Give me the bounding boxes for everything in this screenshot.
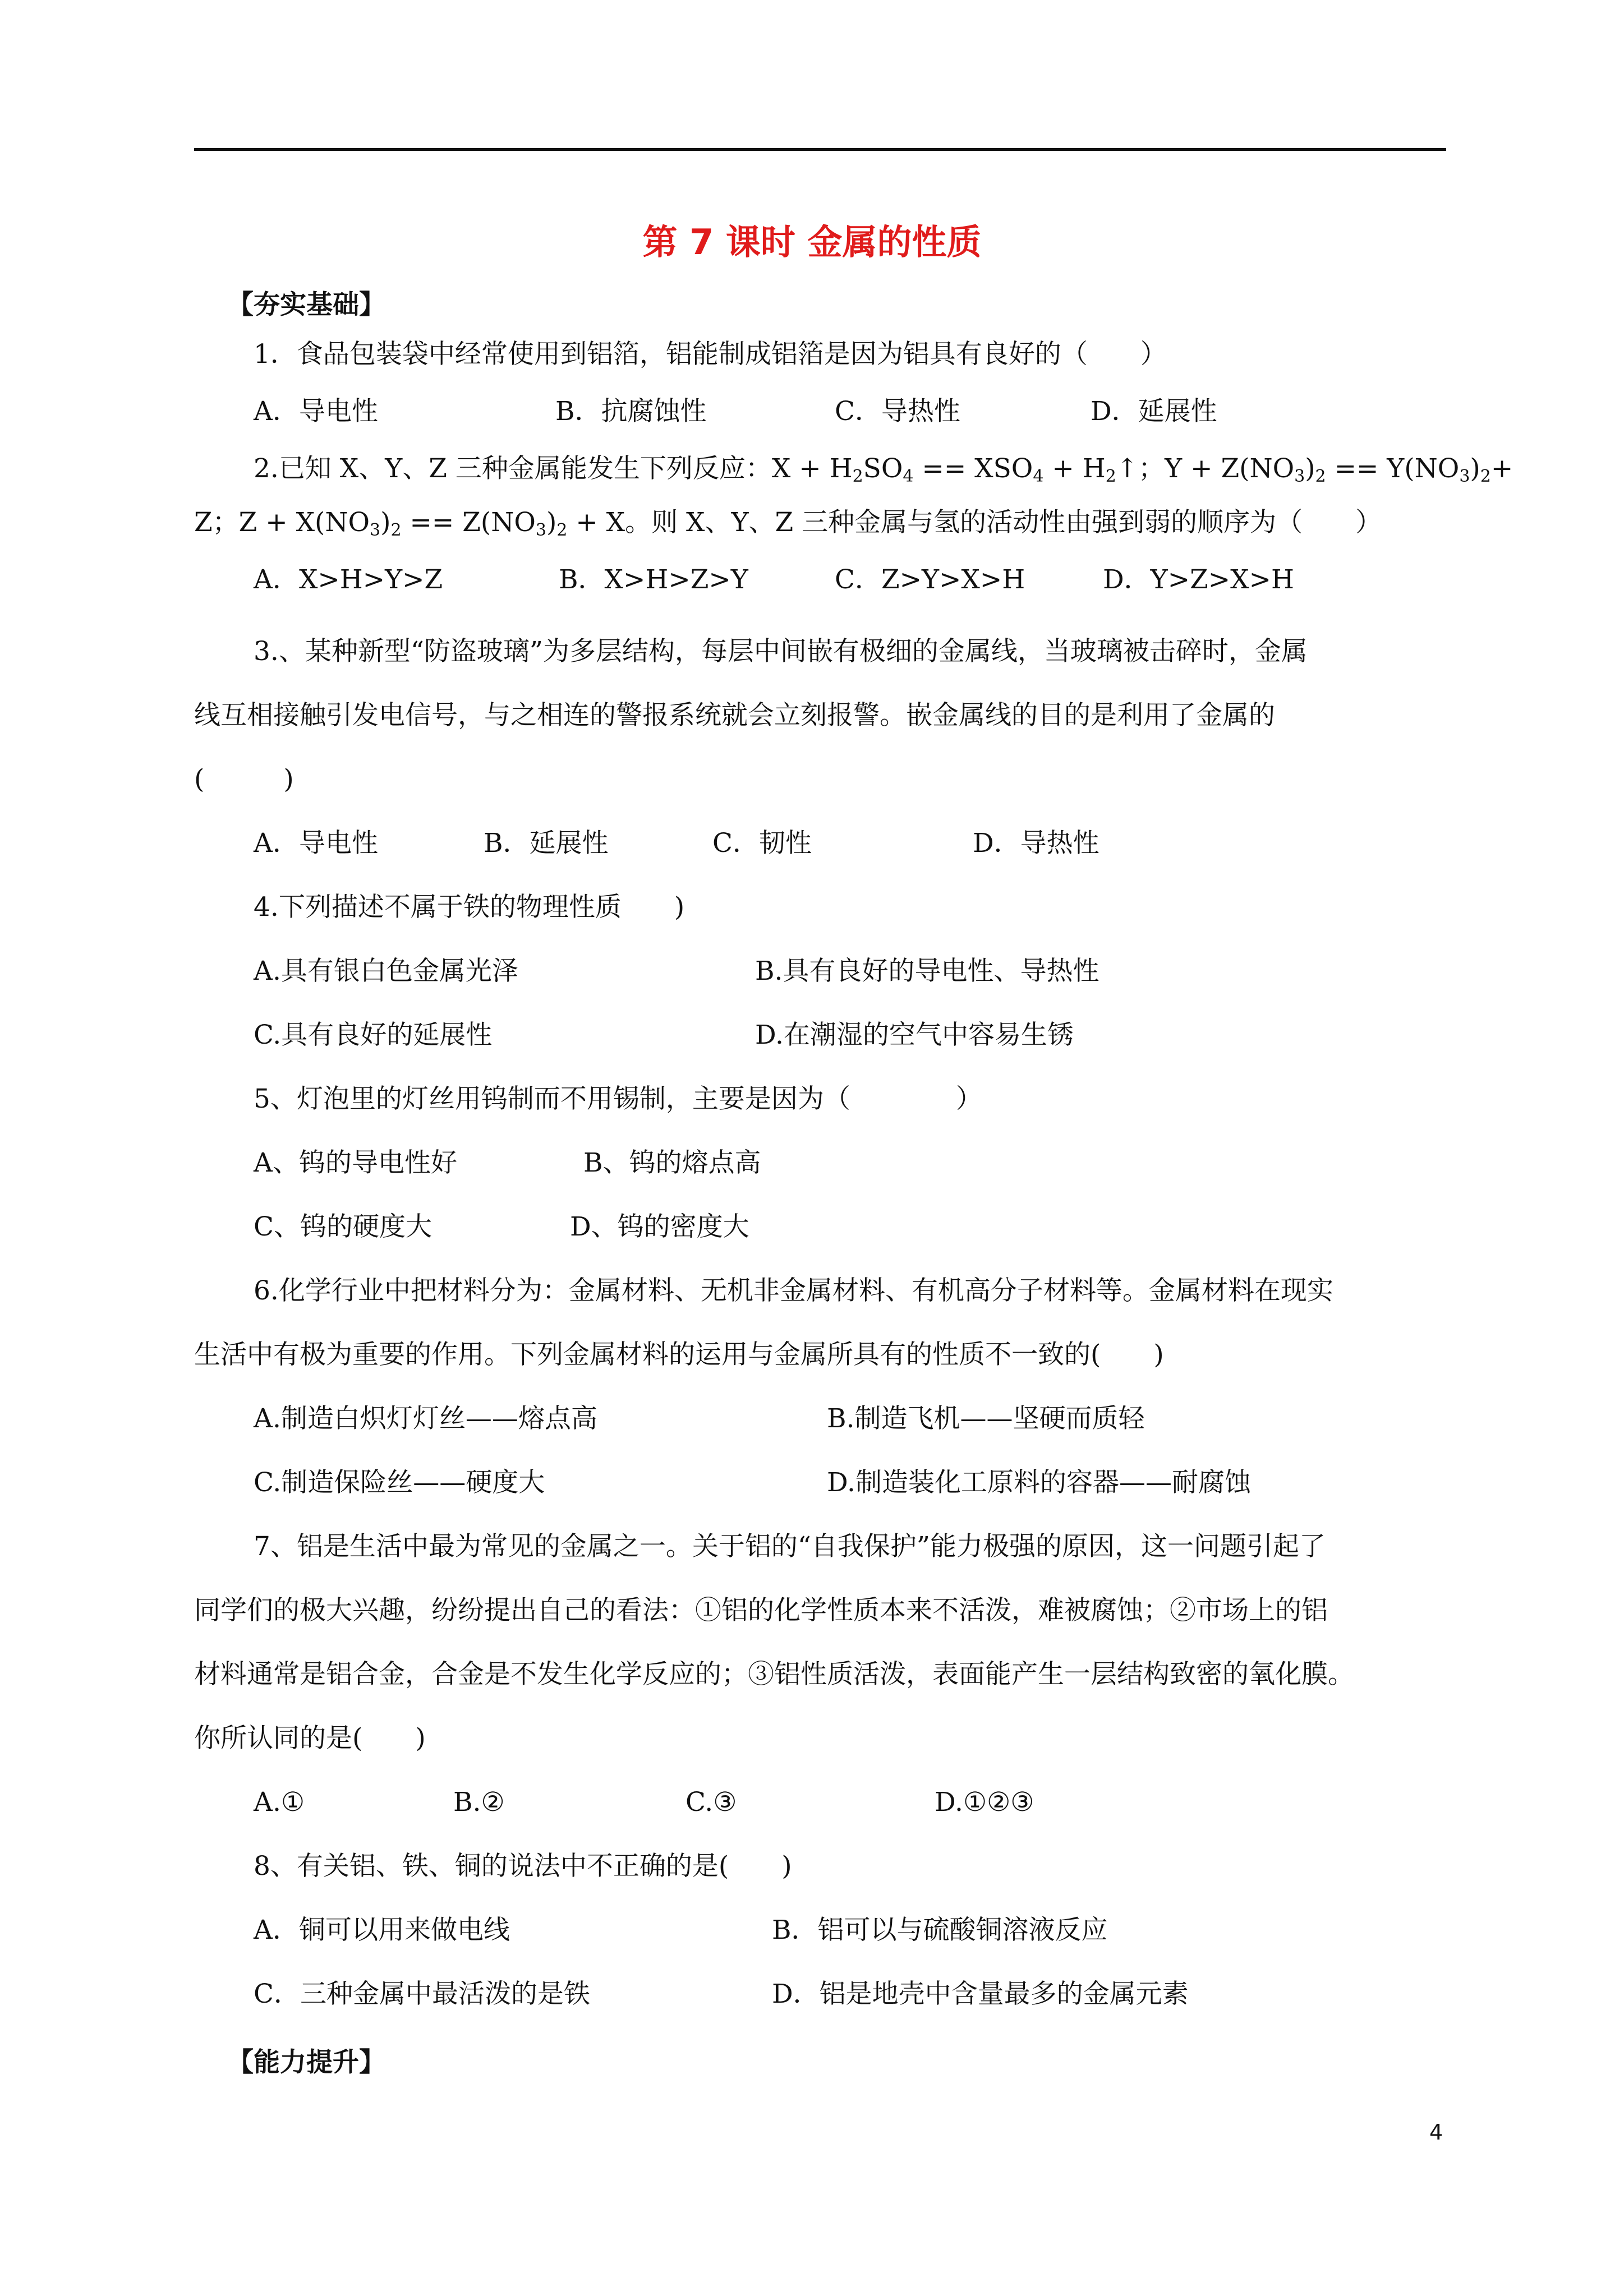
q3-option-b: B．延展性 — [484, 828, 609, 859]
q5-option-a: A、钨的导电性好 — [254, 1147, 457, 1178]
q5-option-d: D、钨的密度大 — [570, 1211, 749, 1242]
q4-option-b: B.具有良好的导电性、导热性 — [755, 956, 1099, 986]
q8-option-a: A．铜可以用来做电线 — [254, 1915, 510, 1945]
q2-option-d: D．Y>Z>X>H — [1103, 564, 1294, 595]
q1-option-d: D．延展性 — [1091, 396, 1217, 427]
section-heading-basics: 【夯实基础】 — [227, 289, 385, 320]
question-3-line-1: 3.、某种新型“防盗玻璃”为多层结构，每层中间嵌有极细的金属线，当玻璃被击碎时，金属 — [254, 636, 1308, 667]
page-title: 第 7 课时 金属的性质 — [642, 222, 982, 262]
q6-option-c: C.制造保险丝——硬度大 — [254, 1467, 545, 1498]
question-6-line-2: 生活中有极为重要的作用。下列金属材料的运用与金属所具有的性质不一致的( ) — [194, 1339, 1164, 1370]
q5-option-b: B、钨的熔点高 — [583, 1147, 761, 1178]
q6-option-d: D.制造装化工原料的容器——耐腐蚀 — [827, 1467, 1251, 1498]
section-heading-improve: 【能力提升】 — [227, 2047, 385, 2078]
q1-option-b: B．抗腐蚀性 — [555, 396, 707, 427]
q8-option-b: B．铝可以与硫酸铜溶液反应 — [772, 1915, 1108, 1945]
q4-option-d: D.在潮湿的空气中容易生锈 — [755, 1020, 1074, 1050]
question-7-line-4: 你所认同的是( ) — [194, 1723, 426, 1754]
q3-option-d: D．导热性 — [973, 828, 1099, 859]
q3-option-c: C．韧性 — [712, 828, 812, 859]
q4-option-a: A.具有银白色金属光泽 — [254, 956, 518, 986]
q1-option-a: A．导电性 — [254, 396, 378, 427]
q1-option-c: C．导热性 — [835, 396, 960, 427]
header-rule — [194, 148, 1446, 151]
page-number: 4 — [1429, 2120, 1443, 2145]
q2-option-b: B．X>H>Z>Y — [559, 564, 748, 595]
question-8-stem: 8、有关铝、铁、铜的说法中不正确的是( ) — [254, 1851, 792, 1882]
question-2-line-1: 2.已知 X、Y、Z 三种金属能发生下列反应：$X + H_2SO_4 == XSO_4$ + $H_2↑$；$Y + Z(NO_3)_2 == Y(NO_3)_2+$ — [254, 453, 1513, 486]
question-7-line-2: 同学们的极大兴趣，纷纷提出自己的看法：①铝的化学性质本来不活泼，难被腐蚀；②市场上的铝 — [194, 1595, 1328, 1626]
q5-option-c: C、钨的硬度大 — [254, 1211, 432, 1242]
question-2-line-2: Z；$Z + X(NO_3)_2 == Z(NO_3)_2 + X$。则 X、Y、Z 三种金属与氢的活动性由强到弱的顺序为（ ） — [194, 507, 1382, 540]
q8-option-c: C．三种金属中最活泼的是铁 — [254, 1979, 590, 2009]
question-3-line-3: ( ) — [194, 764, 294, 795]
q4-option-c: C.具有良好的延展性 — [254, 1020, 493, 1050]
question-5-stem: 5、灯泡里的灯丝用钨制而不用锡制，主要是因为（ ） — [254, 1084, 982, 1114]
q7-option-b: B.② — [453, 1787, 505, 1818]
question-4-stem: 4.下列描述不属于铁的物理性质 ) — [254, 892, 685, 923]
question-1-stem: 1．食品包装袋中经常使用到铝箔，铝能制成铝箔是因为铝具有良好的（ ） — [254, 339, 1167, 370]
question-7-line-1: 7、铝是生活中最为常见的金属之一。关于铝的“自我保护”能力极强的原因，这一问题引起了 — [254, 1531, 1326, 1562]
q2-option-c: C．Z>Y>X>H — [835, 564, 1025, 595]
q3-option-a: A．导电性 — [254, 828, 378, 859]
question-7-line-3: 材料通常是铝合金，合金是不发生化学反应的；③铝性质活泼，表面能产生一层结构致密的氧化膜。 — [194, 1659, 1354, 1690]
question-6-line-1: 6.化学行业中把材料分为：金属材料、无机非金属材料、有机高分子材料等。金属材料在现实 — [254, 1275, 1333, 1306]
q6-option-a: A.制造白炽灯灯丝——熔点高 — [254, 1403, 597, 1434]
q7-option-a: A.① — [254, 1787, 305, 1818]
q8-option-d: D．铝是地壳中含量最多的金属元素 — [772, 1979, 1189, 2009]
question-3-line-2: 线互相接触引发电信号，与之相连的警报系统就会立刻报警。嵌金属线的目的是利用了金属的 — [194, 700, 1275, 731]
q2-option-a: A．X>H>Y>Z — [254, 564, 443, 595]
q7-option-c: C.③ — [686, 1787, 737, 1818]
q7-option-d: D.①②③ — [935, 1787, 1034, 1818]
q6-option-b: B.制造飞机——坚硬而质轻 — [827, 1403, 1145, 1434]
